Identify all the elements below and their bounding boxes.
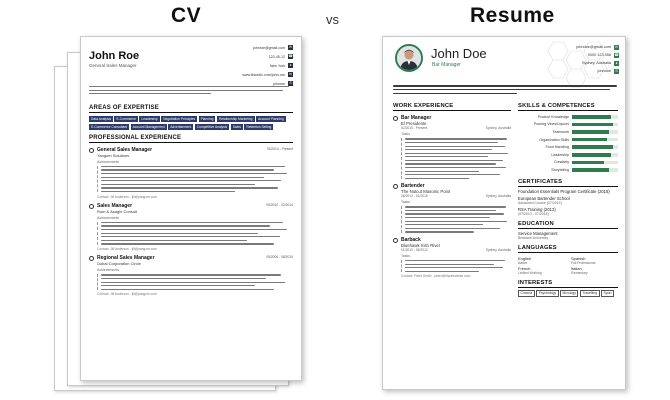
job-dates: 06/2012 - 01/2015	[401, 193, 428, 198]
skill-tag: Advertisement	[170, 124, 192, 129]
education-school: Brisbane University	[518, 235, 549, 240]
skill-tag: Data Analysis	[91, 117, 111, 121]
timeline-dot-icon	[393, 184, 398, 189]
skype-icon: S	[289, 81, 292, 85]
cv-name: John Roe	[89, 50, 140, 62]
education-heading: EDUCATION	[518, 221, 618, 229]
interest-tag: Sport	[601, 290, 614, 297]
vs-label: vs	[326, 12, 339, 27]
timeline-dot-icon	[393, 238, 398, 243]
skill-bar	[572, 153, 618, 157]
phone-icon: ☎	[614, 52, 619, 57]
cv-contact-skype: johnroe S	[273, 81, 292, 86]
email-icon: ✉	[615, 44, 618, 49]
skill-bar-fill	[572, 138, 607, 142]
job-dates: 01/2010 - 05/2012	[401, 247, 428, 252]
avatar	[395, 44, 423, 72]
skill-tag: E-Commerce Consultant	[91, 124, 128, 129]
person-photo-icon	[397, 46, 421, 70]
interests-heading: INTERESTS	[518, 280, 618, 288]
skill-row	[518, 128, 618, 136]
skill-tag: Relationship Marketing	[218, 117, 253, 121]
skill-bar-fill	[572, 123, 613, 127]
tasks-list	[401, 260, 511, 272]
achievements-list	[97, 274, 293, 290]
interest-tag: Mixology	[560, 290, 578, 297]
skill-name: Product Knowledge	[537, 114, 569, 119]
resume-contact-phone: 0000 123 456 ☎	[587, 52, 619, 57]
job-location: Sydney, Australia	[485, 126, 511, 130]
skill-bar	[572, 130, 618, 134]
skill-tag: Retention Selling	[246, 124, 272, 129]
job-location: Sydney, Australia	[485, 193, 511, 198]
interests-list	[518, 290, 618, 297]
job-company: Yangom Solutions	[97, 152, 130, 158]
skill-tag: E-Commerce	[116, 117, 136, 121]
timeline-dot-icon	[89, 204, 94, 209]
resume-contact-email: johndoe@gmail.com ✉	[576, 44, 618, 49]
job-company: Dubai Corporation Circle	[97, 260, 141, 266]
skill-name: Pouring Vines/Liquors	[533, 122, 569, 127]
achievements-list	[97, 166, 293, 192]
job-title: Bartender	[401, 182, 425, 189]
cv-contact-email: johnroe@gmail.com ✉	[252, 45, 292, 50]
cv-experience-heading: PROFESSIONAL EXPERIENCE	[89, 135, 293, 143]
email-icon: ✉	[289, 45, 292, 49]
skill-bar-fill	[572, 145, 613, 149]
job-contact: Contact: Jill Anderson - jill@yangom.com	[97, 194, 157, 199]
skill-bar-fill	[572, 168, 609, 172]
cv-job	[89, 255, 293, 296]
cv-heading: CV	[171, 4, 202, 27]
tasks-label: Tasks	[401, 199, 410, 204]
cv-skill-tags	[89, 116, 293, 130]
certificate-title: RSA Training (2013)	[518, 206, 556, 212]
certificate-title: Foundation Essentials Program Certificate (2016)	[518, 188, 610, 194]
phone-icon: ☎	[288, 54, 293, 58]
skype-icon: S	[615, 68, 618, 73]
resume-job	[393, 115, 511, 179]
cv-summary	[89, 86, 293, 100]
skill-name: Leadership	[551, 152, 569, 157]
job-contact: Contact: Jill Anderson - jill@yangom.com	[97, 246, 157, 251]
cv-contact-phone: 123-45-12 ☎	[268, 54, 293, 59]
job-title: Regional Sales Manager	[97, 254, 155, 261]
job-title: Sales Manager	[97, 202, 133, 209]
certificate-title: European Bartender School	[518, 195, 570, 201]
location-icon: ●	[615, 60, 618, 65]
skill-row	[518, 121, 618, 129]
cv-job	[89, 147, 293, 199]
skill-bar	[572, 115, 618, 119]
education-degree: Service Management	[518, 230, 558, 236]
linkedin-icon: in	[289, 72, 292, 76]
tasks-list	[401, 206, 511, 232]
achievements-list	[97, 222, 293, 245]
job-dates: 02/2015 - Present	[401, 126, 428, 130]
skill-row	[518, 166, 618, 174]
certificate-detail: (07/2013 - 07/2016)	[518, 211, 549, 216]
interest-tag: Psychology	[536, 290, 558, 297]
resume-job	[393, 183, 511, 233]
skill-row	[518, 151, 618, 159]
job-title: General Sales Manager	[97, 146, 153, 153]
languages-heading: LANGUAGES	[518, 245, 618, 253]
resume-left-column	[393, 103, 511, 278]
cv-document	[80, 36, 302, 381]
resume-job	[393, 237, 511, 279]
skill-tag: Account Management	[132, 124, 165, 129]
job-title: Barback	[401, 236, 421, 243]
skill-bar-fill	[572, 153, 611, 157]
job-company: El Presidente	[401, 121, 427, 126]
language-item: English Native	[518, 255, 532, 265]
job-contact: Contact: Peter Smith - peter@elpresidente.com	[401, 274, 471, 279]
skill-tag: Negotiation Principles	[163, 117, 196, 121]
resume-contact-location: Sydney, Australia ●	[581, 60, 618, 65]
job-dates: 03/2014 - Present	[266, 146, 293, 151]
skill-bar	[572, 168, 618, 172]
tasks-label: Tasks	[401, 253, 410, 258]
tasks-label: Tasks	[401, 132, 410, 136]
skill-row	[518, 113, 618, 121]
job-contact: Contact: Jill Anderson - jill@yangom.com	[97, 292, 157, 297]
skill-row	[518, 136, 618, 144]
cv-contact-location: New York ●	[269, 63, 292, 68]
languages-list	[518, 255, 618, 275]
language-item: French Limited Working	[518, 265, 542, 275]
skill-bar	[572, 138, 618, 142]
timeline-dot-icon	[89, 256, 94, 261]
achievements-label: Achievements	[97, 267, 119, 272]
skills-heading: SKILLS & COMPETENCES	[518, 103, 618, 111]
cv-job	[89, 203, 293, 251]
skill-name: Creativity	[554, 160, 569, 165]
resume-contact-skype: johndoe S	[597, 68, 618, 73]
resume-summary	[393, 83, 619, 96]
skill-bar	[572, 161, 618, 165]
resume-right-column	[518, 103, 618, 297]
skill-bar-fill	[572, 130, 609, 134]
achievements-label: Achievements	[97, 159, 119, 164]
job-company: Rum & Asagin Consult	[97, 208, 138, 214]
interest-tag: Cinema	[518, 290, 535, 297]
skill-bar	[572, 123, 618, 127]
skill-name: Storytelling	[551, 167, 569, 172]
location-icon: ●	[289, 63, 292, 67]
language-item: Spanish Full Professional	[571, 255, 596, 265]
timeline-dot-icon	[393, 116, 398, 121]
timeline-dot-icon	[89, 148, 94, 153]
tasks-list	[401, 138, 511, 179]
language-item: Italian Elementary	[571, 265, 588, 275]
skill-tag: Leadership	[141, 117, 158, 121]
cv-contact-linkedin: www.linkedin.com/john-roe in	[242, 72, 292, 77]
resume-title: Bar Manager	[432, 62, 461, 68]
skill-tag: Planning	[200, 117, 214, 121]
skill-bar-fill	[572, 161, 604, 165]
cv-areas-heading: AREAS OF EXPERTISE	[89, 105, 293, 113]
cv-contacts	[213, 43, 293, 88]
work-experience-heading: WORK EXPERIENCE	[393, 103, 511, 111]
skill-tag: Sales	[232, 124, 241, 129]
certificate-detail: Advanced Course (07/2014)	[518, 200, 562, 205]
skill-bar-fill	[572, 115, 611, 119]
job-company: Bluehawk Irish River	[401, 242, 441, 248]
achievements-label: Achievements	[97, 215, 119, 220]
cv-title: General Sales Manager	[89, 63, 137, 68]
skill-name: Organization Skills	[539, 137, 569, 142]
resume-contacts	[547, 43, 619, 75]
resume-name: John Doe	[431, 46, 487, 61]
job-location: Sydney, Australia	[485, 247, 511, 252]
skill-row	[518, 143, 618, 151]
job-title: Bar Manager	[401, 115, 432, 121]
skills-list	[518, 113, 618, 174]
resume-header	[383, 37, 625, 87]
skill-row	[518, 159, 618, 167]
job-dates: 05/2006 - 08/2010	[266, 254, 293, 259]
skill-name: Food Handling	[545, 145, 569, 150]
skill-name: Teamwork	[552, 129, 569, 134]
interest-tag: Travelling	[580, 290, 600, 297]
resume-document	[382, 36, 626, 390]
skill-bar	[572, 145, 618, 149]
job-dates: 09/2010 - 02/2014	[266, 202, 293, 207]
skill-tag: Competitive Analysis	[196, 124, 228, 129]
skill-tag: Account Planning	[258, 117, 284, 121]
resume-heading: Resume	[470, 4, 555, 27]
certificates-heading: CERTIFICATES	[518, 179, 618, 187]
job-company: The Nutcut Masonic Point	[401, 188, 451, 194]
